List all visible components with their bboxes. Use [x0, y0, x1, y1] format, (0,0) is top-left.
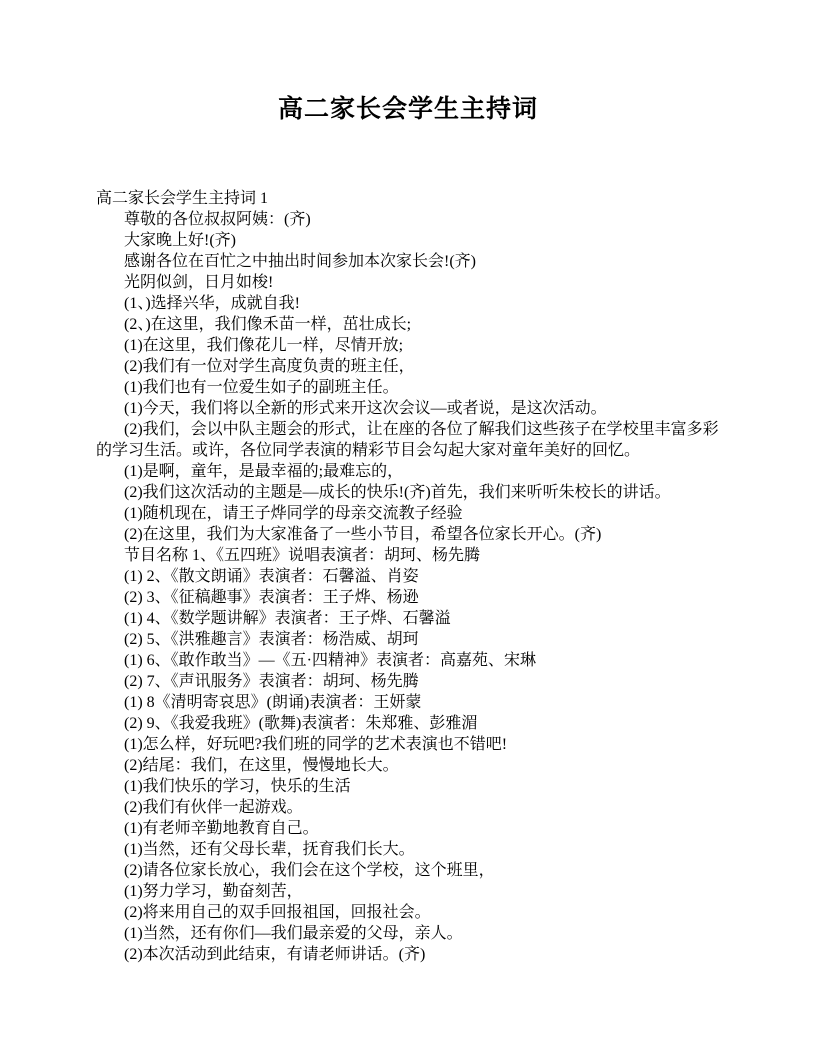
document-body	[96, 188, 720, 965]
paragraph: (1)怎么样，好玩吧?我们班的同学的艺术表演也不错吧!	[124, 736, 508, 753]
paragraph: (1)我们也有一位爱生如子的副班主任。	[124, 379, 399, 396]
paragraph: (2)请各位家长放心，我们会在这个学校，这个班里，	[124, 862, 495, 879]
paragraph: (2)将来用自己的双手回报祖国，回报社会。	[124, 904, 431, 921]
paragraph: (1)今天，我们将以全新的形式来开这次会议—或者说，是这次活动。	[124, 400, 607, 417]
paragraph: (1)有老师辛勤地教育自己。	[124, 820, 319, 837]
paragraph: (1)是啊，童年，是最幸福的;最难忘的，	[124, 463, 404, 480]
paragraph: (2) 5、《洪雅趣言》表演者：杨浩威、胡珂	[124, 631, 419, 648]
paragraph: (2)结尾：我们，在这里，慢慢地长大。	[124, 757, 399, 774]
paragraph: (2)我们有一位对学生高度负责的班主任，	[124, 358, 415, 375]
paragraph: (1)努力学习，勤奋刻苦，	[124, 883, 303, 900]
paragraph: (1)我们快乐的学习，快乐的生活	[124, 778, 351, 795]
paragraph: (1、)选择兴华，成就自我!	[124, 295, 300, 312]
paragraph: (2) 3、《征稿趣事》表演者：王子烨、杨逊	[124, 589, 419, 606]
paragraph: 大家晚上好!(齐)	[124, 232, 236, 249]
paragraph: 高二家长会学生主持词 1	[96, 190, 269, 207]
document-title: 高二家长会学生主持词	[277, 96, 538, 123]
paragraph: (1)随机现在，请王子烨同学的母亲交流教子经验	[124, 505, 463, 522]
paragraph: (2)我们有伙伴一起游戏。	[124, 799, 303, 816]
paragraph: (2)本次活动到此结束，有请老师讲话。(齐)	[124, 946, 426, 963]
paragraph: (1)在这里，我们像花儿一样，尽情开放;	[124, 337, 404, 354]
paragraph: (2)在这里，我们为大家准备了一些小节目，希望各位家长开心。(齐)	[124, 526, 602, 543]
paragraph: (2)我们，会以中队主题会的形式，让在座的各位了解我们这些孩子在学校里丰富多彩的学习生活。或许，各位同学表演的精彩节目会勾起大家对童年美好的回忆。	[96, 421, 719, 459]
paragraph: (1)当然，还有你们—我们最亲爱的父母，亲人。	[124, 925, 463, 942]
paragraph: (1) 2、《散文朗诵》表演者：石馨溢、肖姿	[124, 568, 419, 585]
paragraph: 节目名称 1、《五四班》说唱表演者：胡珂、杨先腾	[124, 547, 481, 564]
paragraph: 光阴似剑，日月如梭!	[124, 274, 274, 291]
paragraph: (1)当然，还有父母长辈，抚育我们长大。	[124, 841, 415, 858]
paragraph: (2) 9、《我爱我班》(歌舞)表演者：朱郑雅、彭雅湄	[124, 715, 478, 732]
paragraph: 感谢各位在百忙之中抽出时间参加本次家长会!(齐)	[124, 253, 476, 270]
paragraph: 尊敬的各位叔叔阿姨：(齐)	[124, 211, 311, 228]
paragraph: (2)我们这次活动的主题是—成长的快乐!(齐)首先，我们来听听朱校长的讲话。	[124, 484, 671, 501]
paragraph: (1) 4、《数学题讲解》表演者：王子烨、石馨溢	[124, 610, 451, 627]
paragraph: (1) 6、《敢作敢当》—《五·四精神》表演者：高嘉苑、宋琳	[124, 652, 536, 669]
paragraph: (2) 7、《声讯服务》表演者：胡珂、杨先腾	[124, 673, 419, 690]
paragraph: (2、)在这里，我们像禾苗一样，茁壮成长;	[124, 316, 412, 333]
paragraph: (1) 8《清明寄哀思》(朗诵)表演者：王妍蒙	[124, 694, 422, 711]
